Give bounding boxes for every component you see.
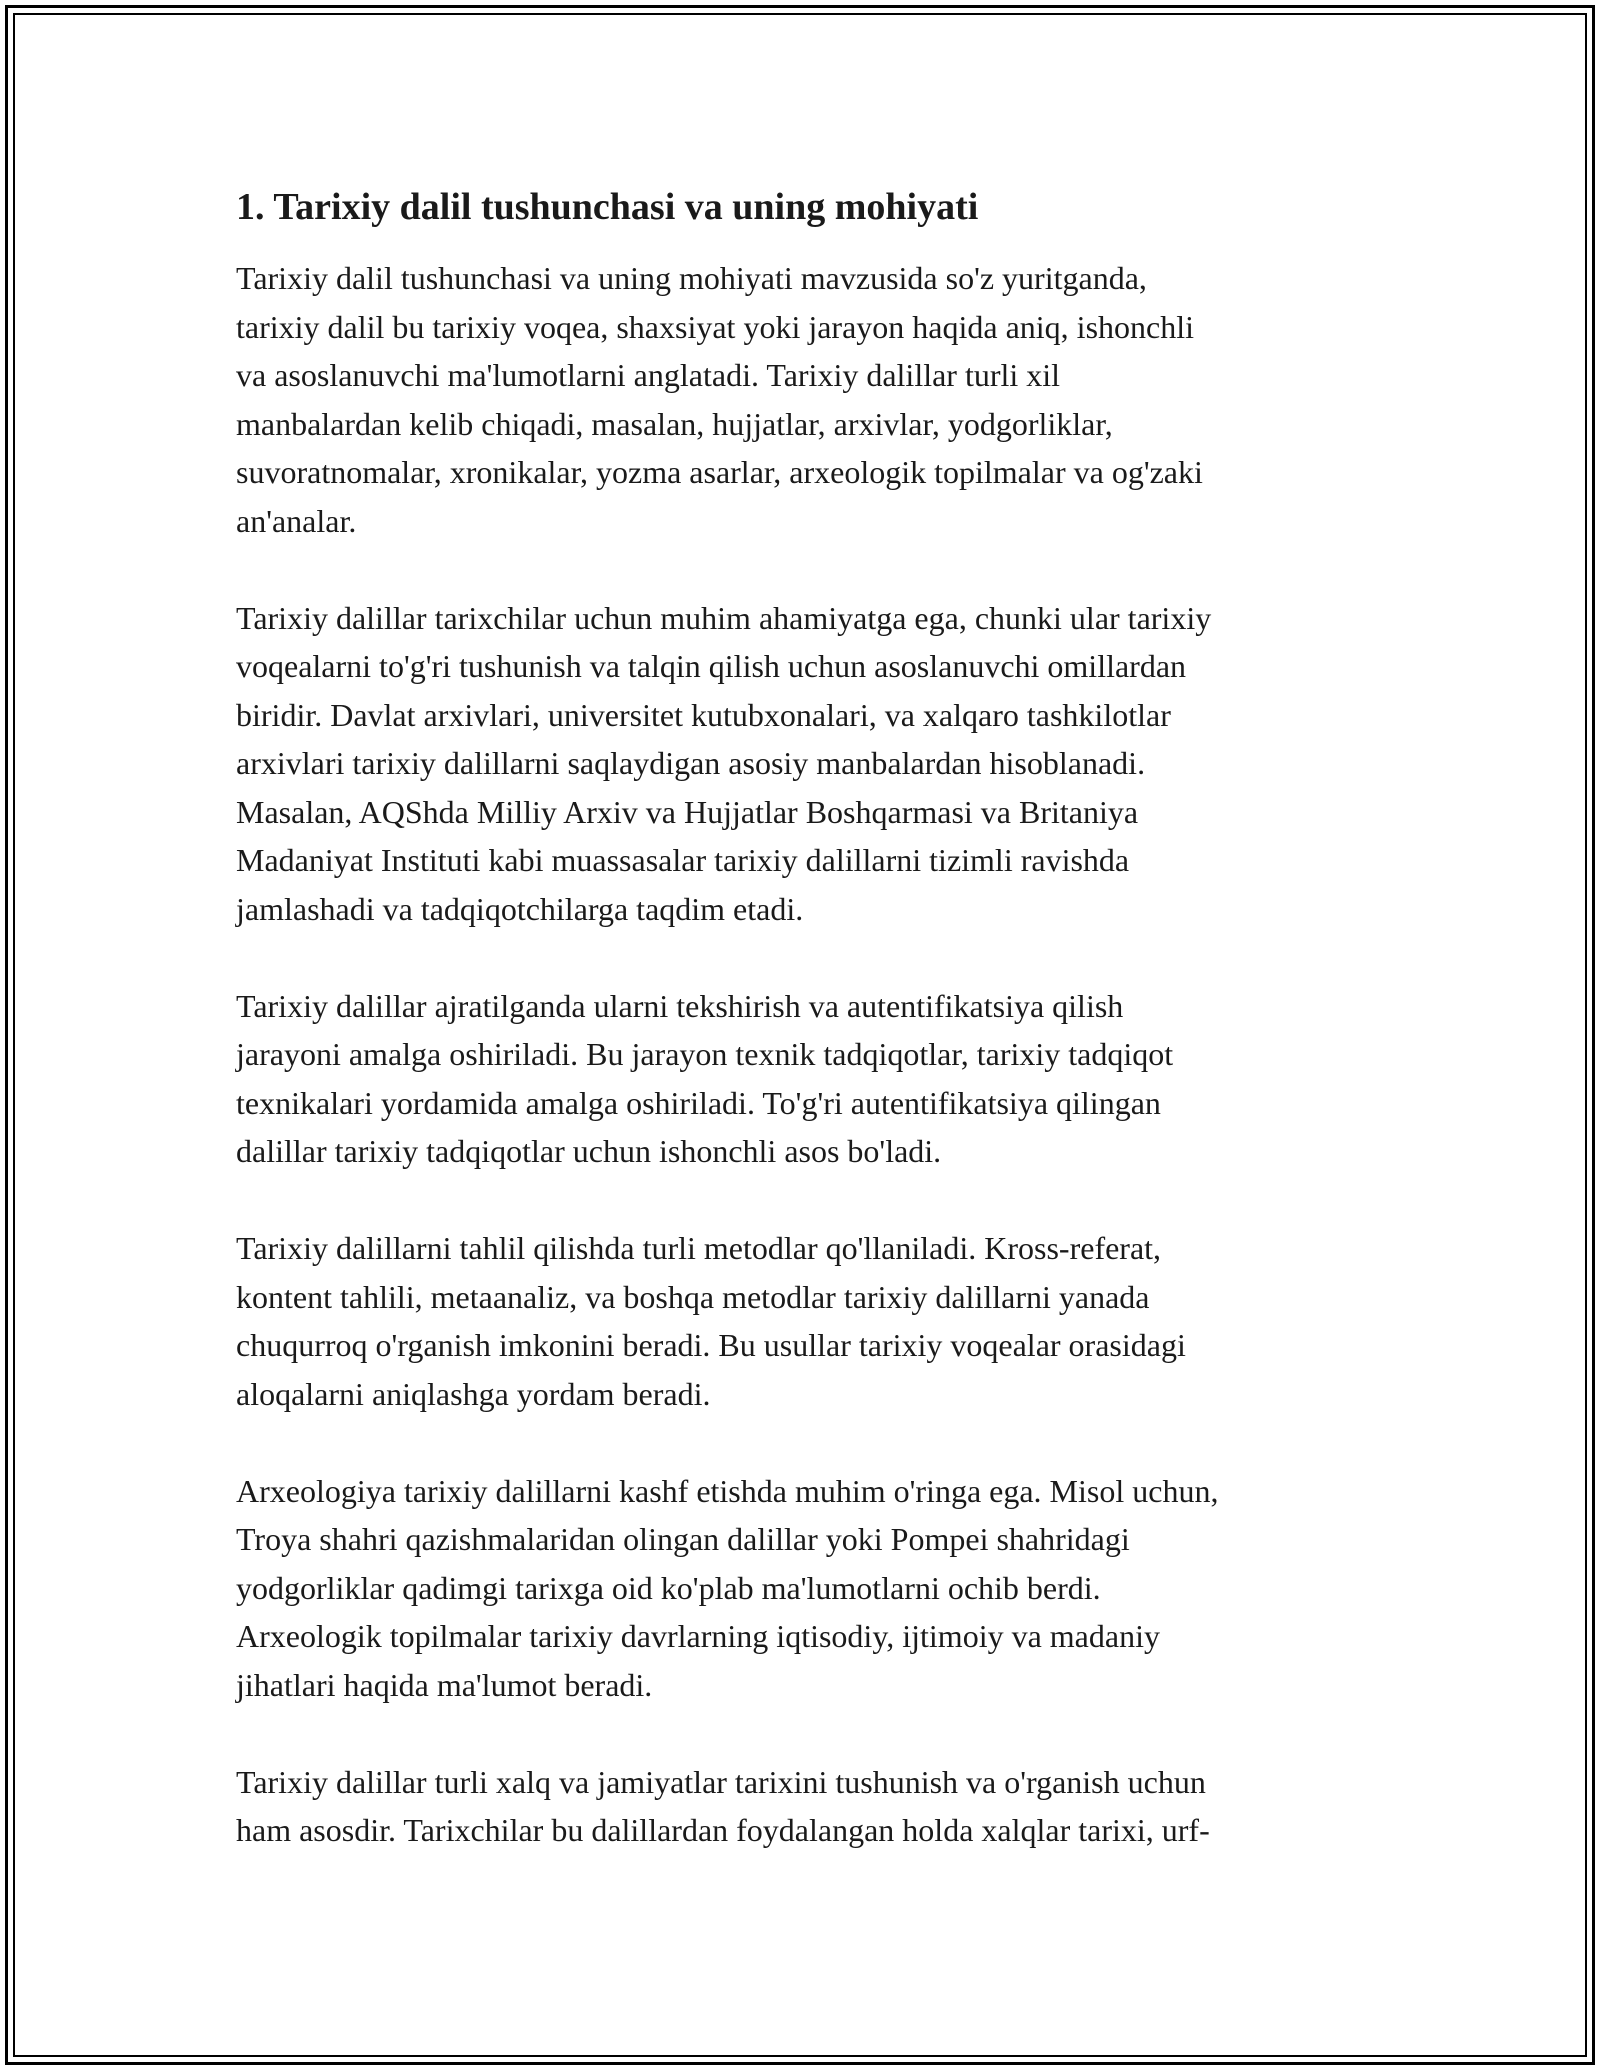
document-page [236, 184, 1386, 1903]
line: Madaniyat Instituti kabi muassasalar tarixiy dalillarni tizimli ravishda [236, 842, 1130, 878]
line: dalillar tarixiy tadqiqotlar uchun ishonchli asos bo'ladi. [236, 1133, 942, 1169]
line: Arxeologiya tarixiy dalillarni kashf etishda muhim o'ringa ega. Misol uchun, [236, 1472, 1219, 1509]
line: tarixiy dalil bu tarixiy voqea, shaxsiyat yoki jarayon haqida aniq, ishonchli [236, 308, 1194, 345]
line: jihatlari haqida ma'lumot beradi. [236, 1666, 653, 1703]
section-heading: 1. Tarixiy dalil tushunchasi va uning mohiyati [236, 186, 979, 228]
line: Tarixiy dalillar ajratilganda ularni tekshirish va autentifikatsiya qilish [236, 987, 1124, 1024]
line: Tarixiy dalillarni tahlil qilishda turli metodlar qo'llaniladi. Kross-referat, [236, 1230, 1162, 1266]
line: aloqalarni aniqlashga yordam beradi. [236, 1375, 711, 1412]
line: kontent tahlili, metaanaliz, va boshqa metodlar tarixiy dalillarni yanada [236, 1278, 1150, 1315]
paragraph-4 [236, 1224, 1386, 1418]
line: Masalan, AQShda Milliy Arxiv va Hujjatlar Boshqarmasi va Britaniya [236, 793, 1139, 830]
line: biridir. Davlat arxivlari, universitet kutubxonalari, va xalqaro tashkilotlar [236, 696, 1171, 733]
line: Arxeologik topilmalar tarixiy davrlarning iqtisodiy, ijtimoiy va madaniy [236, 1618, 1160, 1654]
paragraph-1 [236, 254, 1386, 545]
line: suvoratnomalar, xronikalar, yozma asarlar, arxeologik topilmalar va og'zaki [236, 454, 1203, 490]
paragraph-5 [236, 1467, 1386, 1710]
line: Tarixiy dalillar turli xalq va jamiyatlar tarixini tushunish va o'rganish uchun [236, 1763, 1206, 1800]
line: va asoslanuvchi ma'lumotlarni anglatadi. Tarixiy dalillar turli xil [236, 357, 1061, 393]
line: yodgorliklar qadimgi tarixga oid ko'plab ma'lumotlarni ochib berdi. [236, 1569, 1101, 1606]
line: jarayoni amalga oshiriladi. Bu jarayon texnik tadqiqotlar, tarixiy tadqiqot [236, 1036, 1174, 1072]
line: arxivlari tarixiy dalillarni saqlaydigan asosiy manbalardan hisoblanadi. [236, 745, 1146, 781]
line: voqealarni to'g'ri tushunish va talqin qilish uchun asoslanuvchi omillardan [236, 648, 1187, 684]
line: chuqurroq o'rganish imkonini beradi. Bu usullar tarixiy voqealar orasidagi [236, 1327, 1186, 1363]
line: Troya shahri qazishmalaridan olingan dalillar yoki Pompei shahridagi [236, 1521, 1130, 1557]
line: Tarixiy dalillar tarixchilar uchun muhim ahamiyatga ega, chunki ular tarixiy [236, 599, 1212, 636]
paragraph-2 [236, 594, 1386, 934]
line: texnikalari yordamida amalga oshiriladi. To'g'ri autentifikatsiya qilingan [236, 1084, 1161, 1121]
line: ham asosdir. Tarixchilar bu dalillardan foydalangan holda xalqlar tarixi, urf- [236, 1812, 1210, 1848]
line: jamlashadi va tadqiqotchilarga taqdim etadi. [236, 890, 804, 927]
line: manbalardan kelib chiqadi, masalan, hujjatlar, arxivlar, yodgorliklar, [236, 405, 1113, 442]
paragraph-6 [236, 1758, 1386, 1855]
paragraph-3 [236, 982, 1386, 1176]
line: an'analar. [236, 502, 357, 539]
line: Tarixiy dalil tushunchasi va uning mohiyati mavzusida so'z yuritganda, [236, 260, 1147, 296]
